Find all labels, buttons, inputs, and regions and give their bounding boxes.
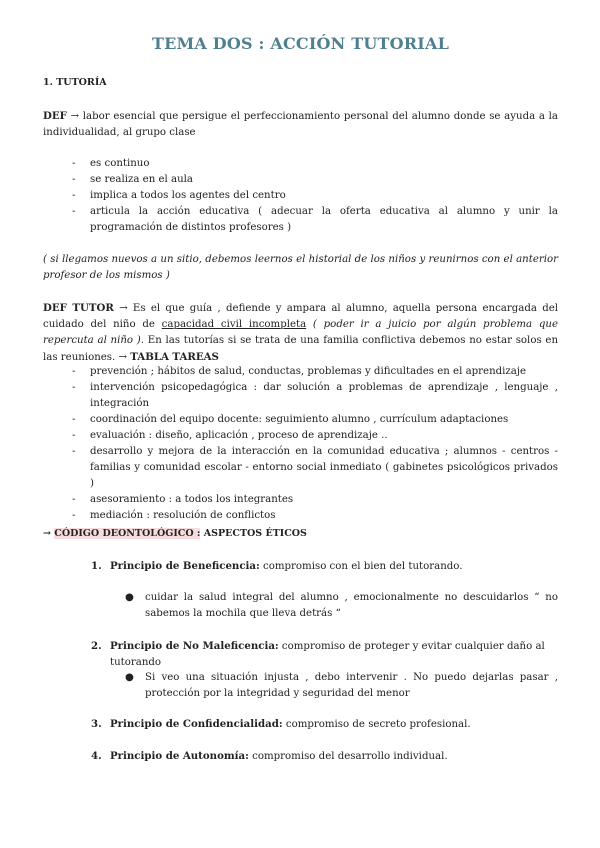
def-tutor-label: DEF TUTOR [43,302,114,314]
principle-label: Principio de Confidencialidad: [110,718,283,730]
arrow-icon: → [43,528,55,539]
tabla-tareas-label: TABLA TAREAS [130,351,219,363]
section-heading-tutoria: 1. TUTORÍA [43,77,107,88]
def-tutor-text: → Es el que guía , defiende y ampara al alumno, aquella persona encargada del cuidado del niño de [43,303,559,330]
list-item: - intervención psicopedagógica : dar solución a problemas de aprendizaje , lenguaje , integración [90,380,558,412]
list-item: - asesoramiento : a todos los integrantes [90,492,558,508]
codigo-heading [43,526,558,542]
def-paragraph [43,108,558,141]
def-label: DEF [43,110,67,122]
tasks-list [90,364,558,524]
list-item: - prevención ; hábitos de salud, conductas, problemas y dificultades en el aprendizaje [90,364,558,380]
note-paragraph: ( si llegamos nuevos a un sitio, debemos leernos el historial de los niños y reunirnos con el anterior profesor de los mismos ) [43,254,558,281]
principle-label: Principio de Autonomía: [110,750,249,762]
list-item: - mediación : resolución de conflictos [90,508,558,524]
list-item: - se realiza en el aula [90,172,558,188]
tutoria-characteristics-list [90,156,558,236]
def-tutor-text-2: En las tutorías si se trata de una familia conflictiva debemos no estar solos en las reuniones. → [43,335,559,363]
principle-2-bullet [125,670,558,702]
bullet-text: Si veo una situación injusta , debo intervenir . No puedo dejarlas pasar , protección por la integridad y seguridad del menor [145,672,558,699]
codigo-rest: ASPECTOS ÉTICOS [200,528,307,539]
capacidad-civil-text: capacidad civil incompleta [161,319,307,330]
list-item: - coordinación del equipo docente: seguimiento alumno , currículum adaptaciones [90,412,558,428]
juicio-note: ( poder ir a juicio por algún problema que repercuta al niño ). [43,319,558,346]
principle-number: 3. [91,718,102,730]
list-item: - desarrollo y mejora de la interacción en la comunidad educativa ; alumnos - centros - familias y comunidad escolar - entorno social inmediato ( gabinetes psicológicos privados ) [90,444,558,492]
codigo-highlight: CÓDIGO DEONTOLÓGICO : [54,528,201,539]
list-item: - evaluación : diseño, aplicación , proceso de aprendizaje .. [90,428,558,444]
principle-text: compromiso de secreto profesional. [282,719,471,730]
principle-label: Principio de Beneficencia: [110,560,260,572]
principle-text: compromiso de proteger y evitar cualquier daño al tutorando [110,641,545,668]
def-text: → labor esencial que persigue el perfeccionamiento personal del alumno donde se ayuda a la individualidad, al grupo clase [43,111,558,138]
principle-1-bullet [125,590,558,622]
principle-number: 4. [91,750,102,762]
bullet-icon: ● [125,592,134,603]
principle-text: compromiso del desarrollo individual. [248,751,448,762]
bullet-icon: ● [125,672,134,683]
bullet-text: cuidar la salud integral del alumno , emocionalmente no descuidarlos “ no sabemos la mochila que lleva detrás “ [145,592,558,619]
principle-label: Principio de No Maleficencia: [110,640,279,652]
principle-number: 1. [91,560,102,572]
def-tutor-paragraph [43,300,558,366]
list-item: - es continuo [90,156,558,172]
list-item: - articula la acción educativa ( adecuar la oferta educativa al alumno y unir la programación de distintos profesores ) [90,204,558,236]
principle-text: compromiso con el bien del tutorando. [259,561,463,572]
list-item: - implica a todos los agentes del centro [90,188,558,204]
principle-number: 2. [91,640,102,652]
page-title: TEMA DOS : ACCIÓN TUTORIAL [151,34,450,53]
